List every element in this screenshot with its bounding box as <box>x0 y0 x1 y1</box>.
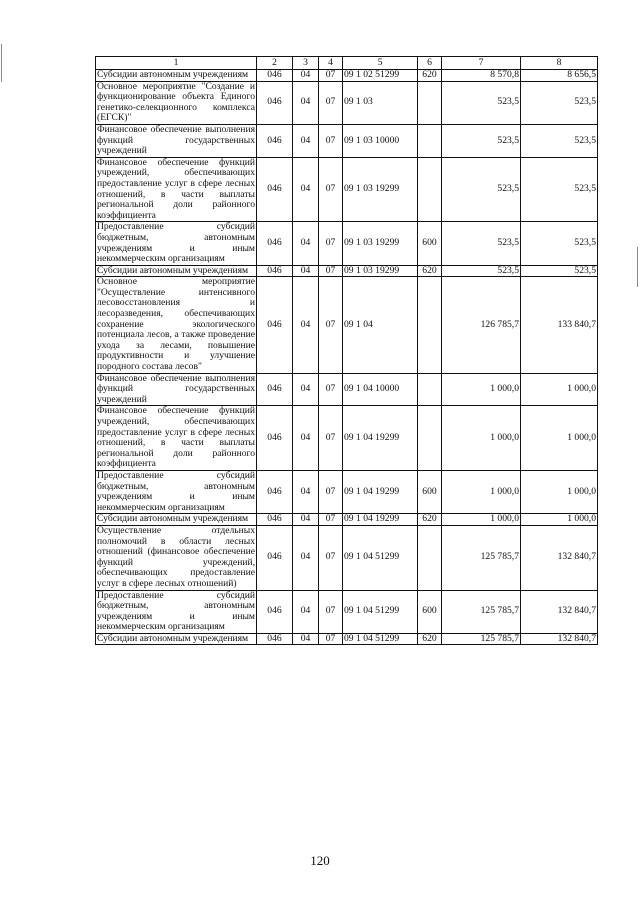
row-amount-year-2: 1 000,0 <box>521 406 598 471</box>
row-section-code: 04 <box>293 525 319 590</box>
table-row <box>96 81 598 124</box>
row-target-code: 09 1 03 10000 <box>343 124 418 157</box>
row-section-code: 04 <box>293 70 319 82</box>
row-amount-year-1: 1 000,0 <box>442 514 521 526</box>
row-description: Финансовое обеспечение выполнения функций государственных учреждений <box>97 123 255 157</box>
row-subsection-code: 07 <box>319 525 343 590</box>
row-section-code: 04 <box>293 124 319 157</box>
row-target-code: 09 1 04 51299 <box>343 590 418 633</box>
table-row <box>96 265 598 277</box>
row-amount-year-1: 8 570,8 <box>442 70 521 82</box>
row-subsection-code: 07 <box>319 124 343 157</box>
row-subsection-code: 07 <box>319 633 343 645</box>
row-target-code: 09 1 02 51299 <box>343 70 418 82</box>
scan-edge-mark <box>637 247 638 287</box>
row-section-code: 04 <box>293 81 319 124</box>
row-target-code: 09 1 04 <box>343 277 418 373</box>
row-subsection-code: 07 <box>319 590 343 633</box>
row-ministry-code: 046 <box>257 157 293 222</box>
row-target-code: 09 1 04 10000 <box>343 373 418 406</box>
row-description: Предоставление субсидий бюджетным, автономным учреждениям и иным некоммерческим организациям <box>97 469 255 513</box>
header-col-1: 1 <box>96 57 257 70</box>
row-description: Субсидии автономным учреждениям <box>96 633 257 645</box>
table-row <box>96 277 598 373</box>
header-col-3: 3 <box>293 57 319 70</box>
row-section-code: 04 <box>293 222 319 265</box>
row-expense-type <box>418 406 442 471</box>
row-subsection-code: 07 <box>319 157 343 222</box>
row-target-code: 09 1 03 19299 <box>343 265 418 277</box>
row-amount-year-2: 523,5 <box>521 81 598 124</box>
row-subsection-code: 07 <box>319 406 343 471</box>
row-ministry-code: 046 <box>257 525 293 590</box>
row-section-code: 04 <box>293 157 319 222</box>
row-target-code: 09 1 03 19299 <box>343 222 418 265</box>
header-col-2: 2 <box>257 57 293 70</box>
row-expense-type: 600 <box>418 590 442 633</box>
row-subsection-code: 07 <box>319 470 343 513</box>
row-target-code: 09 1 04 19299 <box>343 470 418 513</box>
row-description: Основное мероприятие "Осуществление интенсивного лесовосстановления и лесоразведения, обеспечивающих сохранение экологического потенциала лесов, а также проведение ухода за лесами, повышение продуктивности и улучшение породного состава лесов" <box>97 276 255 373</box>
header-col-7: 7 <box>442 57 521 70</box>
row-description: Финансовое обеспечение функций учреждений, обеспечивающих предоставление услуг в сфере лесных отношений, в части выплаты региональной доли районного коэффициента <box>97 405 255 470</box>
header-col-4: 4 <box>319 57 343 70</box>
row-amount-year-2: 132 840,7 <box>521 525 598 590</box>
row-section-code: 04 <box>293 633 319 645</box>
row-expense-type <box>418 81 442 124</box>
row-amount-year-2: 523,5 <box>521 222 598 265</box>
row-amount-year-1: 1 000,0 <box>442 406 521 471</box>
row-section-code: 04 <box>293 373 319 406</box>
row-target-code: 09 1 03 <box>343 81 418 124</box>
row-description: Субсидии автономным учреждениям <box>96 70 257 82</box>
row-expense-type: 620 <box>418 514 442 526</box>
table-row <box>96 70 598 82</box>
row-target-code: 09 1 04 51299 <box>343 525 418 590</box>
header-col-5: 5 <box>343 57 418 70</box>
row-target-code: 09 1 04 19299 <box>343 514 418 526</box>
row-amount-year-1: 523,5 <box>442 81 521 124</box>
row-description: Предоставление субсидий бюджетным, автономным учреждениям и иным некоммерческим организациям <box>97 221 255 265</box>
row-ministry-code: 046 <box>257 514 293 526</box>
row-subsection-code: 07 <box>319 222 343 265</box>
row-amount-year-2: 523,5 <box>521 157 598 222</box>
row-description: Субсидии автономным учреждениям <box>96 265 257 277</box>
row-subsection-code: 07 <box>319 81 343 124</box>
row-amount-year-1: 125 785,7 <box>442 590 521 633</box>
row-ministry-code: 046 <box>257 590 293 633</box>
row-ministry-code: 046 <box>257 265 293 277</box>
row-amount-year-1: 523,5 <box>442 157 521 222</box>
row-ministry-code: 046 <box>257 70 293 82</box>
row-expense-type <box>418 157 442 222</box>
row-description: Основное мероприятие "Создание и функционирование объекта Единого генетико-селекционного комплекса (ЕГСК)" <box>97 80 255 124</box>
table-row <box>96 633 598 645</box>
row-section-code: 04 <box>293 406 319 471</box>
row-amount-year-1: 1 000,0 <box>442 470 521 513</box>
row-description: Осуществление отдельных полномочий в области лесных отношений (финансовое обеспечение функций учреждений, обеспечивающих предоставление услуг в сфере лесных отношений) <box>97 524 255 589</box>
row-amount-year-2: 523,5 <box>521 265 598 277</box>
row-ministry-code: 046 <box>257 470 293 513</box>
row-ministry-code: 046 <box>257 277 293 373</box>
row-expense-type <box>418 124 442 157</box>
page-number: 120 <box>310 853 330 868</box>
row-ministry-code: 046 <box>257 124 293 157</box>
row-ministry-code: 046 <box>257 373 293 406</box>
row-amount-year-2: 1 000,0 <box>521 470 598 513</box>
header-col-6: 6 <box>418 57 442 70</box>
row-subsection-code: 07 <box>319 70 343 82</box>
table-row <box>96 373 598 406</box>
table-row <box>96 590 598 633</box>
row-description: Предоставление субсидий бюджетным, автономным учреждениям и иным некоммерческим организациям <box>97 589 255 633</box>
row-amount-year-1: 523,5 <box>442 222 521 265</box>
row-section-code: 04 <box>293 470 319 513</box>
row-amount-year-2: 8 656,5 <box>521 70 598 82</box>
row-amount-year-2: 523,5 <box>521 124 598 157</box>
row-expense-type: 620 <box>418 265 442 277</box>
scan-edge-mark <box>1 44 2 82</box>
row-section-code: 04 <box>293 514 319 526</box>
row-amount-year-2: 1 000,0 <box>521 514 598 526</box>
budget-table <box>95 56 598 645</box>
row-target-code: 09 1 04 19299 <box>343 406 418 471</box>
row-amount-year-1: 125 785,7 <box>442 633 521 645</box>
row-amount-year-1: 1 000,0 <box>442 373 521 406</box>
row-subsection-code: 07 <box>319 373 343 406</box>
row-section-code: 04 <box>293 265 319 277</box>
row-ministry-code: 046 <box>257 406 293 471</box>
row-expense-type: 600 <box>418 222 442 265</box>
row-subsection-code: 07 <box>319 277 343 373</box>
row-section-code: 04 <box>293 590 319 633</box>
row-subsection-code: 07 <box>319 265 343 277</box>
row-amount-year-1: 126 785,7 <box>442 277 521 373</box>
row-target-code: 09 1 03 19299 <box>343 157 418 222</box>
row-description: Финансовое обеспечение выполнения функций государственных учреждений <box>97 372 255 405</box>
table-row <box>96 406 598 471</box>
row-target-code: 09 1 04 51299 <box>343 633 418 645</box>
row-subsection-code: 07 <box>319 514 343 526</box>
table-row <box>96 124 598 157</box>
table-body <box>96 70 598 645</box>
row-ministry-code: 046 <box>257 633 293 645</box>
row-amount-year-2: 1 000,0 <box>521 373 598 406</box>
row-expense-type: 600 <box>418 470 442 513</box>
row-amount-year-2: 132 840,7 <box>521 633 598 645</box>
row-amount-year-1: 125 785,7 <box>442 525 521 590</box>
row-ministry-code: 046 <box>257 81 293 124</box>
table-header-row <box>96 57 598 70</box>
header-col-8: 8 <box>521 57 598 70</box>
row-expense-type: 620 <box>418 70 442 82</box>
table-row <box>96 514 598 526</box>
row-amount-year-1: 523,5 <box>442 124 521 157</box>
table-row <box>96 470 598 513</box>
row-amount-year-1: 523,5 <box>442 265 521 277</box>
row-amount-year-2: 133 840,7 <box>521 277 598 373</box>
table-row <box>96 157 598 222</box>
row-expense-type <box>418 277 442 373</box>
row-amount-year-2: 132 840,7 <box>521 590 598 633</box>
table-row <box>96 222 598 265</box>
row-ministry-code: 046 <box>257 222 293 265</box>
table-row <box>96 525 598 590</box>
row-description: Финансовое обеспечение функций учреждений, обеспечивающих предоставление услуг в сфере лесных отношений, в части выплаты региональной доли районного коэффициента <box>97 156 255 221</box>
row-section-code: 04 <box>293 277 319 373</box>
row-description: Субсидии автономным учреждениям <box>96 514 257 526</box>
row-expense-type: 620 <box>418 633 442 645</box>
row-expense-type <box>418 525 442 590</box>
row-expense-type <box>418 373 442 406</box>
